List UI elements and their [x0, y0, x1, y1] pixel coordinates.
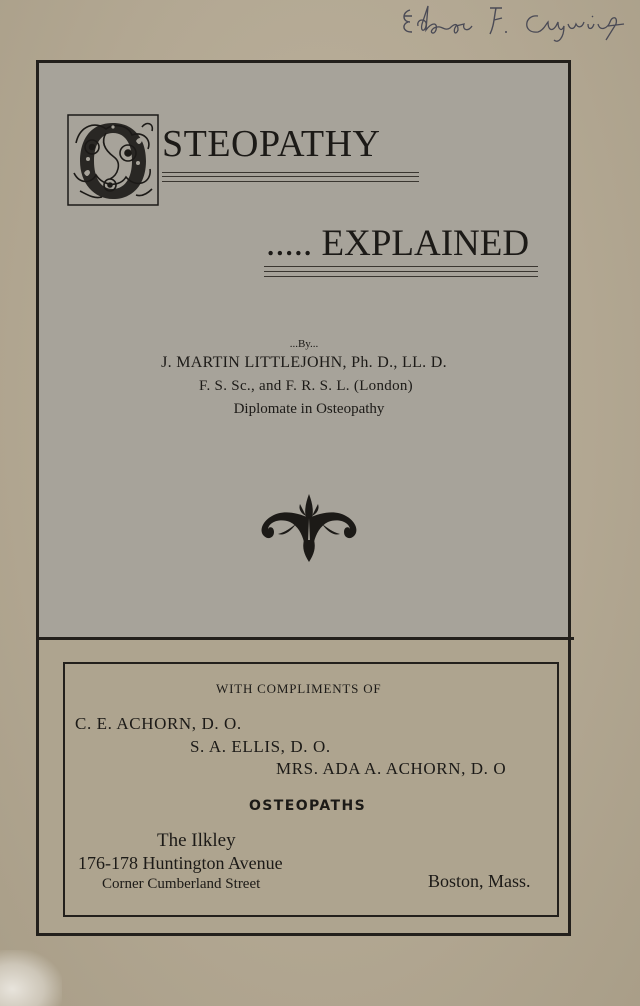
address-building: The Ilkley [157, 830, 236, 851]
subtitle-text: ..... EXPLAINED [266, 223, 530, 264]
subtitle-rule [264, 266, 538, 277]
panel-divider [39, 637, 574, 640]
title-text: STEOPATHY [162, 123, 381, 165]
paper-wear-mark [0, 950, 62, 1006]
title-rule [162, 172, 419, 182]
address-city: Boston, Mass. [428, 871, 531, 891]
physician-name-2: S. A. ELLIS, D. O. [190, 737, 331, 756]
author-name: J. MARTIN LITTLEJOHN, Ph. D., LL. D. [161, 354, 447, 371]
compliments-heading: WITH COMPLIMENTS OF [216, 681, 382, 696]
handwritten-signature [398, 2, 630, 46]
fleuron-ornament-icon [256, 492, 362, 564]
profession-label: OSTEOPATHS [249, 798, 367, 814]
address-street: 176-178 Huntington Avenue [78, 853, 283, 873]
author-credentials: F. S. Sc., and F. R. S. L. (London) [199, 378, 413, 394]
physician-name-1: C. E. ACHORN, D. O. [75, 714, 242, 733]
by-label: ...By... [289, 338, 319, 350]
address-corner: Corner Cumberland Street [102, 876, 261, 892]
physician-name-3: MRS. ADA A. ACHORN, D. O [276, 759, 507, 778]
author-diploma: Diplomate in Osteopathy [233, 401, 385, 417]
floral-initial-icon [66, 113, 160, 207]
